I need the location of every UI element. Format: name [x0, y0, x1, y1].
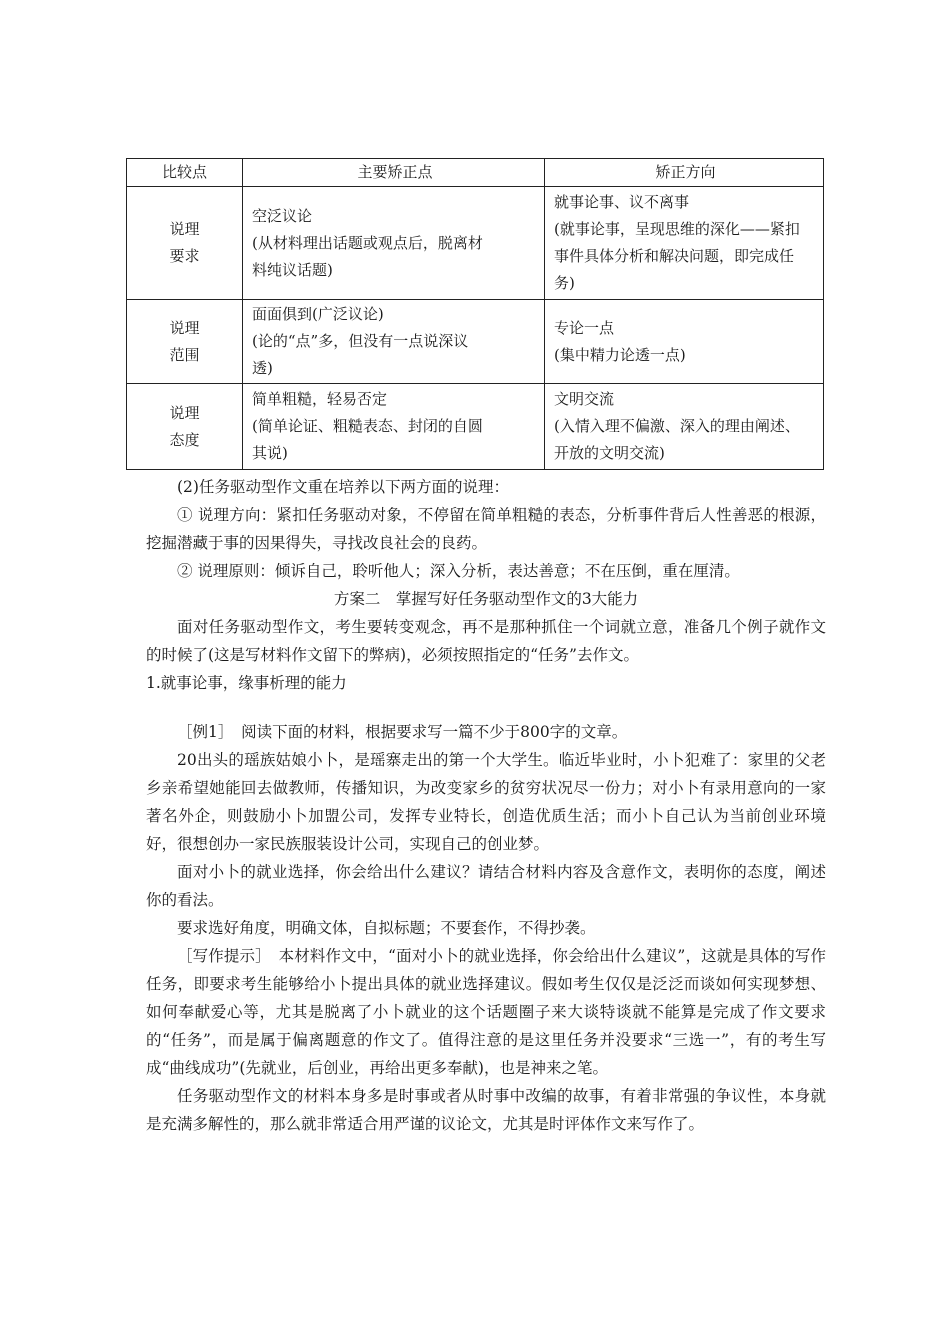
- question-paragraph: 面对小卜的就业选择，你会给出什么建议？请结合材料内容及含意作文，表明你的态度，阐述你的看法。: [146, 863, 826, 909]
- table-row: [127, 300, 824, 384]
- comparison-table: [126, 158, 824, 470]
- intro-paragraph: 面对任务驱动型作文，考生要转变观念，再不是那种抓住一个词就立意，准备几个例子就作文的时候了(这是写材料作文留下的弊病)，必须按照指定的“任务”去作文。: [146, 618, 826, 664]
- principle-paragraph: ② 说理原则：倾诉自己，聆听他人；深入分析，表达善意；不在压倒，重在厘清。: [177, 562, 740, 580]
- table-row: [127, 187, 824, 300]
- conclusion-paragraph: 任务驱动型作文的材料本身多是时事或者从时事中改编的故事，有着非常强的争议性，本身就是充满多解性的，那么就非常适合用严谨的议论文，尤其是时评体作文来写作了。: [146, 1087, 826, 1133]
- header-comparison-point: 比较点: [127, 159, 243, 187]
- ability-heading-block: [146, 669, 826, 697]
- main-correction-cell: 简单粗糙，轻易否定 (简单论证、粗糙表态、封闭的自圆 其说): [243, 384, 545, 470]
- row-label: 说理 态度: [127, 384, 243, 470]
- requirement-paragraph: 要求选好角度，明确文体，自拟标题；不要套作，不得抄袭。: [177, 919, 596, 937]
- table-row: [127, 384, 824, 470]
- main-correction-cell: 面面俱到(广泛议论) (论的“点”多，但没有一点说深议 透): [243, 300, 545, 384]
- material-paragraph: 20出头的瑶族姑娘小卜，是瑶寨走出的第一个大学生。临近毕业时，小卜犯难了：家里的父老乡亲希望她能回去做教师，传播知识，为改变家乡的贫穷状况尽一份力；对小卜有录用意向的一家著名外企，则鼓励小卜加盟公司，发挥专业特长，创造优质生活；而小卜自己认为当前创业环境好，很想创办一家民族服装设计公司，实现自己的创业梦。: [146, 751, 826, 853]
- header-main-correction: 主要矫正点: [243, 159, 545, 187]
- task-paragraph: (2)任务驱动型作文重在培养以下两方面的说理：: [177, 478, 509, 496]
- body-text-block-2: [146, 718, 826, 1138]
- hint-paragraph: ［写作提示］ 本材料作文中，“面对小卜的就业选择，你会给出什么建议”，这就是具体的写作任务，即要求考生能够给小卜提出具体的就业选择建议。假如考生仅仅是泛泛而谈如何实现梦想、如何奉献爱心等，尤其是脱离了小卜就业的这个话题圈子来大谈特谈就不能算是完成了作文要求的“任务”，而是属于偏离题意的作文了。值得注意的是这里任务并没要求“三选一”，有的考生写成“曲线成功”(先就业，后创业，再给出更多奉献)，也是神来之笔。: [146, 947, 826, 1077]
- correction-direction-cell: 就事论事、议不离事 (就事论事，呈现思维的深化——紧扣 事件具体分析和解决问题，即完成任 务): [545, 187, 824, 300]
- correction-direction-cell: 文明交流 (入情入理不偏激、深入的理由阐述、 开放的文明交流): [545, 384, 824, 470]
- row-label: 说理 范围: [127, 300, 243, 384]
- ability-heading: 1.就事论事，缘事析理的能力: [146, 674, 347, 692]
- direction-paragraph: ① 说理方向：紧扣任务驱动对象，不停留在简单粗糙的表态，分析事件背后人性善恶的根源，挖掘潜藏于事的因果得失，寻找改良社会的良药。: [146, 506, 826, 552]
- header-correction-direction: 矫正方向: [545, 159, 824, 187]
- row-label: 说理 要求: [127, 187, 243, 300]
- example-paragraph: ［例1］ 阅读下面的材料，根据要求写一篇不少于800字的文章。: [177, 723, 628, 741]
- table-header-row: [127, 159, 824, 187]
- main-correction-cell: 空泛议论 (从材料理出话题或观点后，脱离材 料纯议话题): [243, 187, 545, 300]
- section-title: 方案二 掌握写好任务驱动型作文的3大能力: [333, 590, 639, 608]
- body-text-block-1: [146, 473, 826, 669]
- correction-direction-cell: 专论一点 (集中精力论透一点): [545, 300, 824, 384]
